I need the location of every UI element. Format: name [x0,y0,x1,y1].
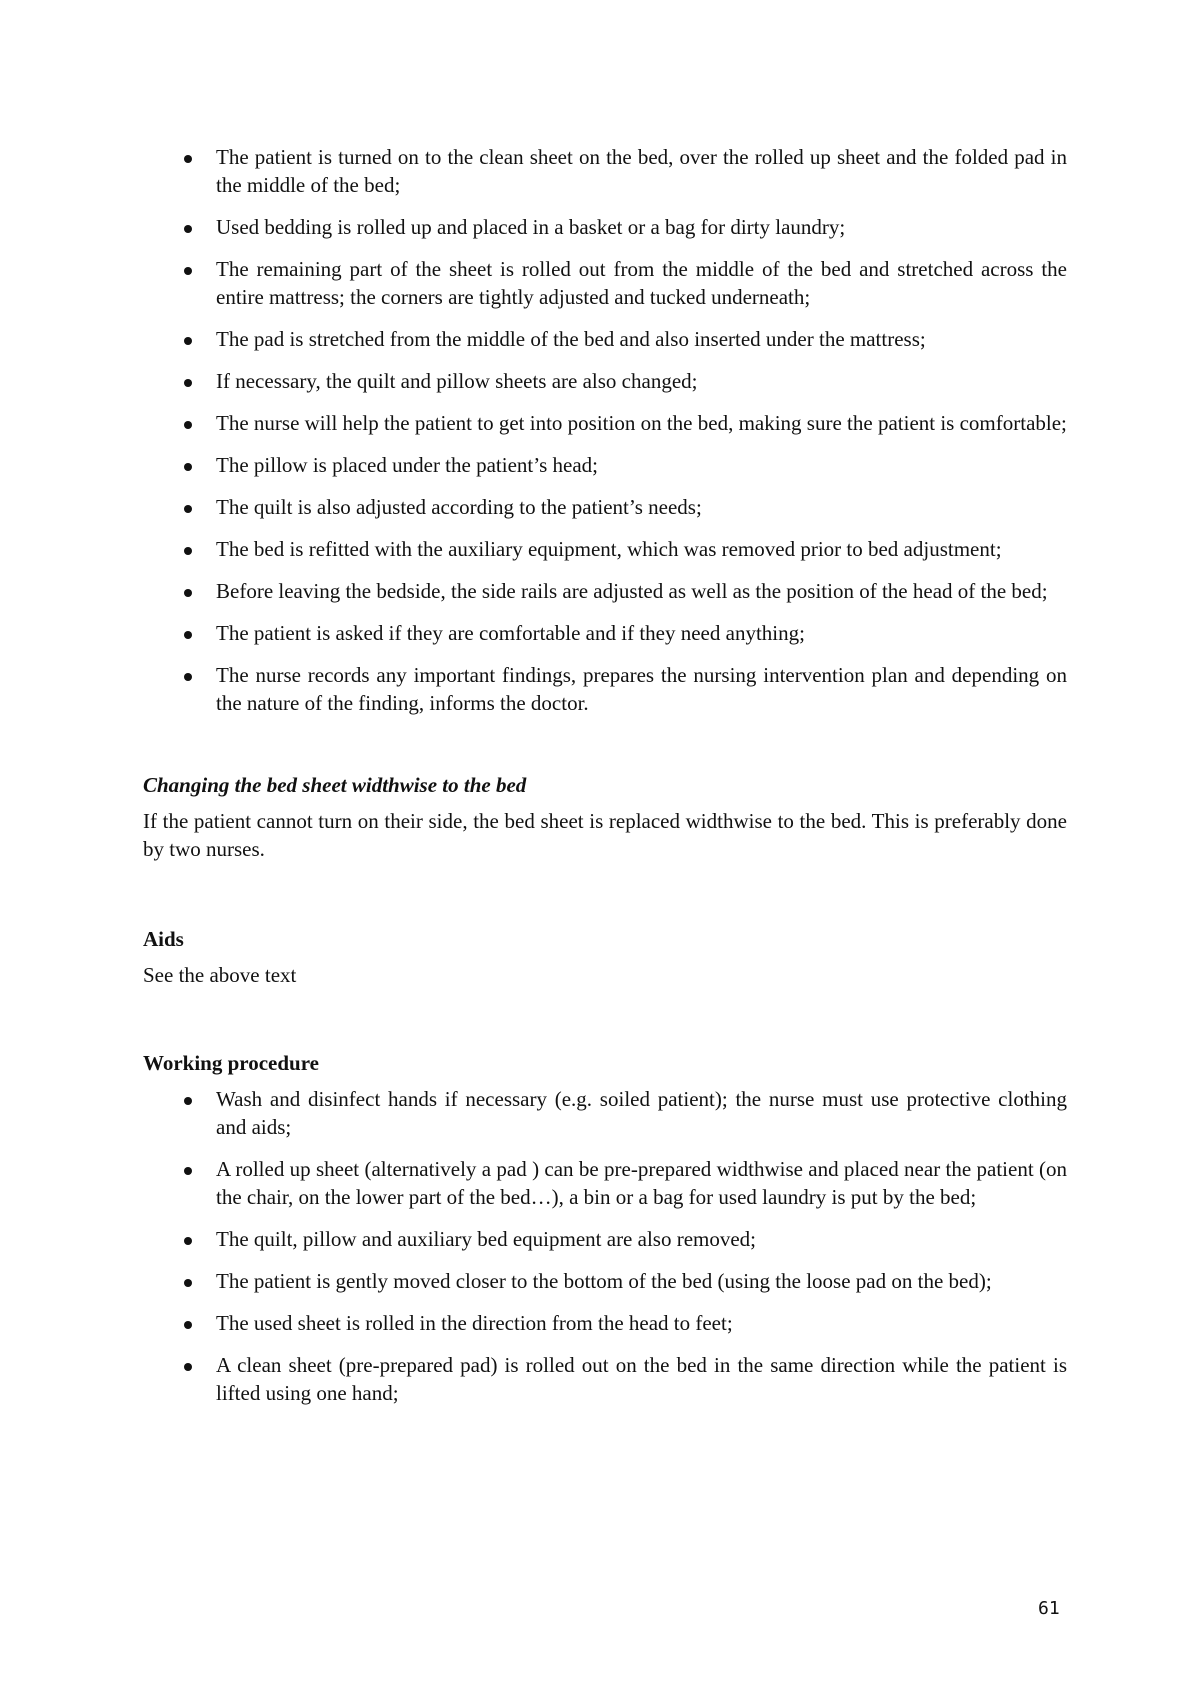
list-item-text: The remaining part of the sheet is rolled out from the middle of the bed and stretched across the entire mattress; the corners are tightly adjusted and tucked underneath; [216,257,1067,309]
list-item [143,143,1067,199]
list-item [143,1225,1067,1253]
working-procedure-heading: Working procedure [143,1051,319,1075]
aids-heading: Aids [143,927,184,951]
section-paragraph: If the patient cannot turn on their side, the bed sheet is replaced widthwise to the bed. This is preferably done by two nurses. [143,809,1067,861]
working-procedure-list [143,1085,1067,1407]
bullet-icon [184,225,192,233]
list-item-text: The bed is refitted with the auxiliary equipment, which was removed prior to bed adjustment; [216,537,1002,561]
list-item [143,535,1067,563]
list-item [143,493,1067,521]
list-item-text: Used bedding is rolled up and placed in a basket or a bag for dirty laundry; [216,215,846,239]
bullet-icon [184,1097,192,1105]
list-item-text: The used sheet is rolled in the direction from the head to feet; [216,1311,733,1335]
bullet-icon [184,337,192,345]
list-item-text: A rolled up sheet (alternatively a pad ) can be pre-prepared widthwise and placed near the patient (on the chair, on the lower part of the bed…), a bin or a bag for used laundry is put by the bed; [216,1157,1067,1209]
bullet-icon [184,379,192,387]
list-item [143,1309,1067,1337]
list-item-text: Wash and disinfect hands if necessary (e.g. soiled patient); the nurse must use protective clothing and aids; [216,1087,1067,1139]
bullet-icon [184,463,192,471]
bullet-icon [184,267,192,275]
bullet-icon [184,421,192,429]
list-item-text: Before leaving the bedside, the side rails are adjusted as well as the position of the head of the bed; [216,579,1048,603]
list-item [143,1085,1067,1141]
bullet-icon [184,1237,192,1245]
list-item [143,213,1067,241]
page-content [143,143,1067,1421]
list-item [143,255,1067,311]
bed-change-steps-list [143,143,1067,717]
list-item-text: The pad is stretched from the middle of the bed and also inserted under the mattress; [216,327,926,351]
list-item-text: The nurse records any important findings, prepares the nursing intervention plan and depending on the nature of the finding, informs the doctor. [216,663,1067,715]
list-item [143,451,1067,479]
bullet-icon [184,547,192,555]
list-item-text: The quilt, pillow and auxiliary bed equipment are also removed; [216,1227,757,1251]
bullet-icon [184,155,192,163]
list-item [143,619,1067,647]
list-item-text: The patient is asked if they are comfortable and if they need anything; [216,621,805,645]
page-number: 61 [1038,1598,1060,1619]
bullet-icon [184,589,192,597]
list-item [143,1155,1067,1211]
bullet-icon [184,673,192,681]
bullet-icon [184,1321,192,1329]
list-item-text: The pillow is placed under the patient’s head; [216,453,598,477]
bullet-icon [184,505,192,513]
aids-text: See the above text [143,963,297,987]
list-item [143,325,1067,353]
list-item [143,409,1067,437]
list-item-text: The patient is gently moved closer to the bottom of the bed (using the loose pad on the bed); [216,1269,992,1293]
list-item [143,1351,1067,1407]
bullet-icon [184,1167,192,1175]
bullet-icon [184,1363,192,1371]
list-item [143,661,1067,717]
list-item-text: If necessary, the quilt and pillow sheets are also changed; [216,369,698,393]
bullet-icon [184,1279,192,1287]
list-item-text: A clean sheet (pre-prepared pad) is rolled out on the bed in the same direction while the patient is lifted using one hand; [216,1353,1067,1405]
list-item [143,577,1067,605]
bullet-icon [184,631,192,639]
list-item-text: The patient is turned on to the clean sheet on the bed, over the rolled up sheet and the folded pad in the middle of the bed; [216,145,1067,197]
section-title: Changing the bed sheet widthwise to the bed [143,773,527,797]
list-item [143,1267,1067,1295]
list-item-text: The nurse will help the patient to get into position on the bed, making sure the patient is comfortable; [216,411,1067,435]
list-item-text: The quilt is also adjusted according to the patient’s needs; [216,495,702,519]
list-item [143,367,1067,395]
